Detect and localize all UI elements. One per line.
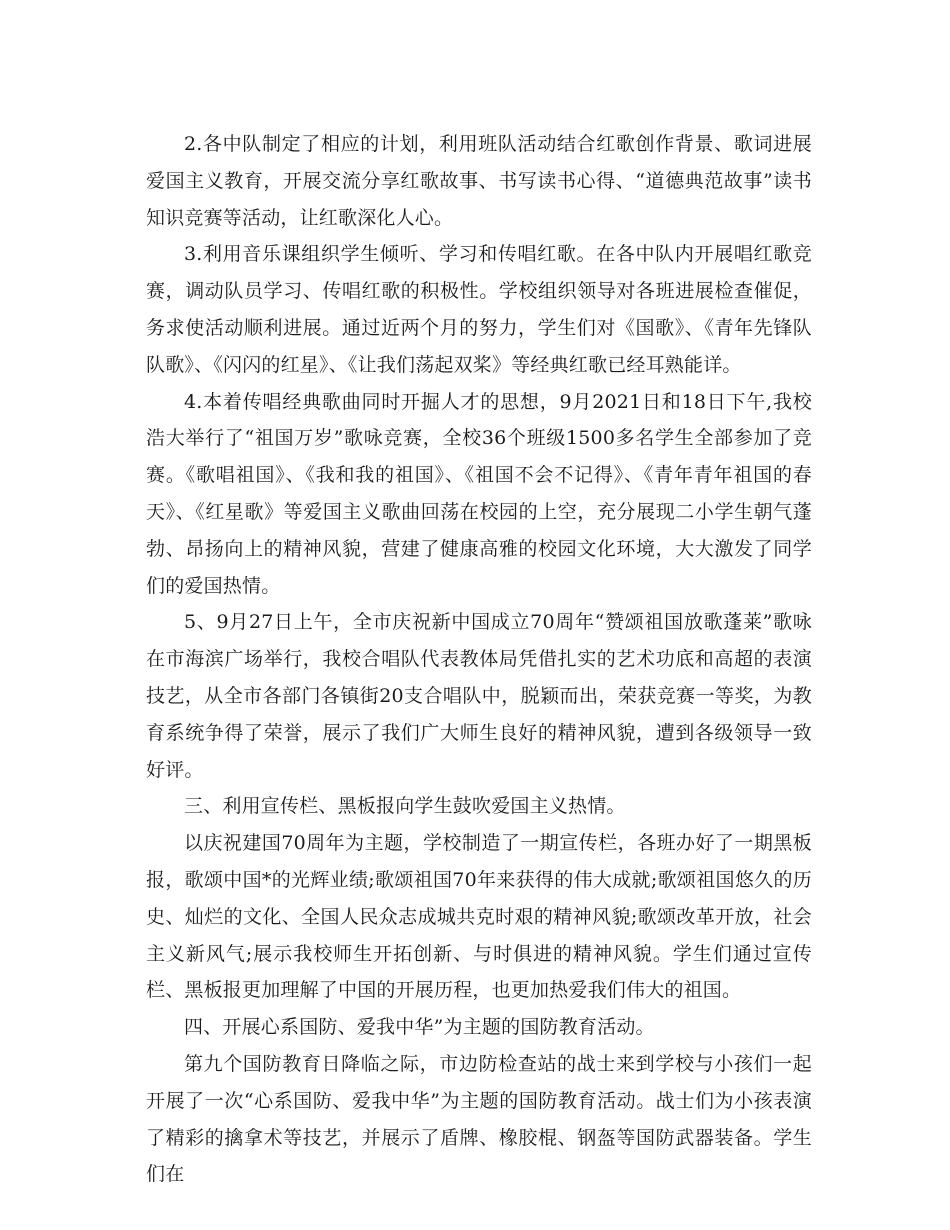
- paragraph-item-5: 5、9月27日上午，全市庆祝新中国成立70周年“赞颂祖国放歌蓬莱”歌咏在市海滨广场举行，我校合唱队代表教体局凭借扎实的艺术功底和高超的表演技艺，从全市各部门各镇街20支合唱队中，脱颖而出，荣获竞赛一等奖，为教育系统争得了荣誉，展示了我们广大师生良好的精神风貌，遭到各级领导一致好评。: [146, 611, 812, 781]
- paragraph-item-3: 3.利用音乐课组织学生倾听、学习和传唱红歌。在各中队内开展唱红歌竞赛，调动队员学习、传唱红歌的积极性。学校组织领导对各班进展检查催促，务求使活动顺利进展。通过近两个月的努力，学生们对《国歌》、《青年先锋队队歌》、《闪闪的红星》、《让我们荡起双桨》等经典红歌已经耳熟能详。: [146, 243, 812, 376]
- paragraph-item-2: 2.各中队制定了相应的计划，利用班队活动结合红歌创作背景、歌词进展爱国主义教育，开展交流分享红歌故事、书写读书心得、“道德典范故事”读书知识竞赛等活动，让红歌深化人心。: [146, 133, 812, 229]
- paragraph-national-defense: 第九个国防教育日降临之际，市边防检查站的战士来到学校与小孩们一起开展了一次“心系国防、爱我中华”为主题的国防教育活动。战士们为小孩表演了精彩的擒拿术等技艺，并展示了盾牌、橡胶棍、钢盔等国防武器装备。学生们在: [146, 1052, 812, 1186]
- paragraph-item-4: 4.本着传唱经典歌曲同时开掘人才的思想，9月2021日和18日下午,我校浩大举行了“祖国万岁”歌咏竞赛，全校36个班级1500多名学生全部参加了竞赛。《歌唱祖国》、《我和我的祖国》、《祖国不会不记得》、《青年青年祖国的春天》、《红星歌》等爱国主义歌曲回荡在校园的上空，充分展现二小学生朝气蓬勃、昂扬向上的精神风貌，营建了健康高雅的校园文化环境，大大激发了同学们的爱国热情。: [146, 390, 812, 597]
- section-heading-4: 四、开展心系国防、爱我中华”为主题的国防教育活动。: [184, 1016, 655, 1039]
- section-heading-3: 三、利用宣传栏、黑板报向学生鼓吹爱国主义热情。: [184, 795, 626, 818]
- document-body: [146, 126, 812, 1193]
- paragraph-propaganda: 以庆祝建国70周年为主题，学校制造了一期宣传栏，各班办好了一期黑板报，歌颂中国*的光辉业绩;歌颂祖国70年来获得的伟大成就;歌颂祖国悠久的历史、灿烂的文化、全国人民众志成城共克时艰的精神风貌;歌颂改革开放，社会主义新风气;展示我校师生开拓创新、与时俱进的精神风貌。学生们通过宣传栏、黑板报更加理解了中国的开展历程，也更加热爱我们伟大的祖国。: [146, 832, 812, 1002]
